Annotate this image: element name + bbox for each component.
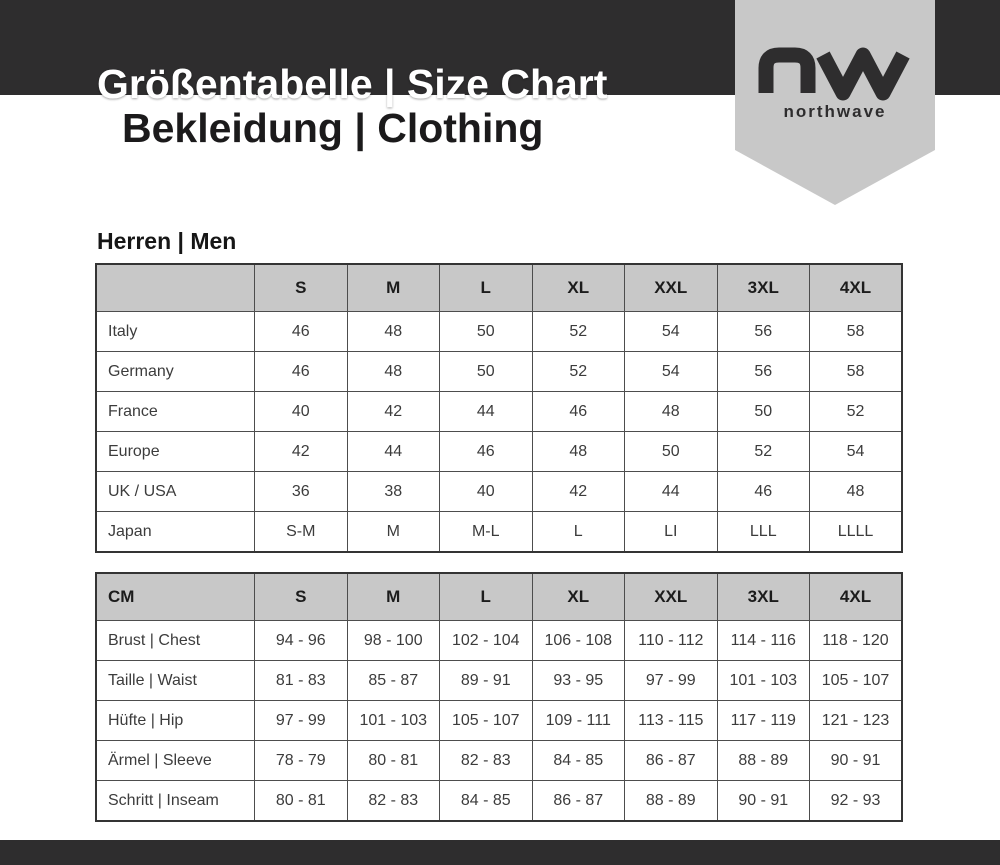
value-cell: M bbox=[347, 512, 440, 553]
value-cell: 101 - 103 bbox=[347, 701, 440, 741]
table-row bbox=[96, 781, 902, 822]
value-cell: 36 bbox=[255, 472, 348, 512]
section-heading-men: Herren | Men bbox=[97, 228, 237, 254]
value-cell: 82 - 83 bbox=[347, 781, 440, 822]
value-cell: 40 bbox=[255, 392, 348, 432]
column-header: XXL bbox=[625, 573, 718, 621]
row-label: Germany bbox=[96, 352, 255, 392]
value-cell: 101 - 103 bbox=[717, 661, 810, 701]
value-cell: 78 - 79 bbox=[255, 741, 348, 781]
value-cell: 54 bbox=[625, 352, 718, 392]
value-cell: 93 - 95 bbox=[532, 661, 625, 701]
size-conversion-table bbox=[95, 263, 903, 553]
value-cell: 86 - 87 bbox=[532, 781, 625, 822]
value-cell: 92 - 93 bbox=[810, 781, 903, 822]
row-label: Taille | Waist bbox=[96, 661, 255, 701]
row-label: Ärmel | Sleeve bbox=[96, 741, 255, 781]
value-cell: 94 - 96 bbox=[255, 621, 348, 661]
table-row bbox=[96, 312, 902, 352]
value-cell: 48 bbox=[347, 312, 440, 352]
row-label: Hüfte | Hip bbox=[96, 701, 255, 741]
table-row bbox=[96, 661, 902, 701]
value-cell: L bbox=[532, 512, 625, 553]
column-header: S bbox=[255, 573, 348, 621]
measurements-cm-table bbox=[95, 572, 903, 822]
value-cell: 118 - 120 bbox=[810, 621, 903, 661]
value-cell: 48 bbox=[532, 432, 625, 472]
table-row bbox=[96, 392, 902, 432]
value-cell: 86 - 87 bbox=[625, 741, 718, 781]
value-cell: LI bbox=[625, 512, 718, 553]
value-cell: 106 - 108 bbox=[532, 621, 625, 661]
value-cell: 46 bbox=[717, 472, 810, 512]
table-row bbox=[96, 472, 902, 512]
column-header: L bbox=[440, 264, 533, 312]
value-cell: 52 bbox=[810, 392, 903, 432]
value-cell: 46 bbox=[440, 432, 533, 472]
row-label: UK / USA bbox=[96, 472, 255, 512]
value-cell: 50 bbox=[440, 312, 533, 352]
value-cell: LLL bbox=[717, 512, 810, 553]
row-label: Japan bbox=[96, 512, 255, 553]
table-row bbox=[96, 432, 902, 472]
table-row bbox=[96, 512, 902, 553]
row-label: Brust | Chest bbox=[96, 621, 255, 661]
value-cell: 98 - 100 bbox=[347, 621, 440, 661]
table-row bbox=[96, 352, 902, 392]
value-cell: 105 - 107 bbox=[810, 661, 903, 701]
value-cell: 80 - 81 bbox=[347, 741, 440, 781]
row-label: France bbox=[96, 392, 255, 432]
table-row bbox=[96, 701, 902, 741]
row-label: Europe bbox=[96, 432, 255, 472]
value-cell: 110 - 112 bbox=[625, 621, 718, 661]
column-header: 4XL bbox=[810, 264, 903, 312]
value-cell: 89 - 91 bbox=[440, 661, 533, 701]
column-header: XXL bbox=[625, 264, 718, 312]
value-cell: 121 - 123 bbox=[810, 701, 903, 741]
value-cell: 97 - 99 bbox=[625, 661, 718, 701]
value-cell: 109 - 111 bbox=[532, 701, 625, 741]
value-cell: 90 - 91 bbox=[717, 781, 810, 822]
value-cell: 88 - 89 bbox=[625, 781, 718, 822]
value-cell: 117 - 119 bbox=[717, 701, 810, 741]
value-cell: 97 - 99 bbox=[255, 701, 348, 741]
value-cell: 56 bbox=[717, 352, 810, 392]
value-cell: S-M bbox=[255, 512, 348, 553]
value-cell: 48 bbox=[625, 392, 718, 432]
value-cell: 44 bbox=[347, 432, 440, 472]
column-header: XL bbox=[532, 264, 625, 312]
value-cell: 44 bbox=[625, 472, 718, 512]
column-header: 4XL bbox=[810, 573, 903, 621]
value-cell: 84 - 85 bbox=[532, 741, 625, 781]
value-cell: 85 - 87 bbox=[347, 661, 440, 701]
value-cell: 82 - 83 bbox=[440, 741, 533, 781]
value-cell: 52 bbox=[532, 312, 625, 352]
value-cell: 48 bbox=[810, 472, 903, 512]
row-label: Schritt | Inseam bbox=[96, 781, 255, 822]
column-header: XL bbox=[532, 573, 625, 621]
brand-wordmark: northwave bbox=[783, 102, 887, 121]
value-cell: 80 - 81 bbox=[255, 781, 348, 822]
value-cell: 52 bbox=[717, 432, 810, 472]
value-cell: 46 bbox=[255, 352, 348, 392]
column-header: L bbox=[440, 573, 533, 621]
value-cell: 42 bbox=[347, 392, 440, 432]
value-cell: 105 - 107 bbox=[440, 701, 533, 741]
column-header: M bbox=[347, 264, 440, 312]
value-cell: 50 bbox=[717, 392, 810, 432]
value-cell: 44 bbox=[440, 392, 533, 432]
column-header: S bbox=[255, 264, 348, 312]
value-cell: 81 - 83 bbox=[255, 661, 348, 701]
bottom-band bbox=[0, 840, 1000, 865]
value-cell: 46 bbox=[532, 392, 625, 432]
value-cell: 102 - 104 bbox=[440, 621, 533, 661]
table-row bbox=[96, 741, 902, 781]
value-cell: 114 - 116 bbox=[717, 621, 810, 661]
value-cell: 84 - 85 bbox=[440, 781, 533, 822]
column-header: M bbox=[347, 573, 440, 621]
row-label: Italy bbox=[96, 312, 255, 352]
value-cell: 88 - 89 bbox=[717, 741, 810, 781]
value-cell: 42 bbox=[255, 432, 348, 472]
value-cell: 54 bbox=[810, 432, 903, 472]
value-cell: 90 - 91 bbox=[810, 741, 903, 781]
value-cell: 40 bbox=[440, 472, 533, 512]
column-header: 3XL bbox=[717, 573, 810, 621]
value-cell: LLLL bbox=[810, 512, 903, 553]
value-cell: 113 - 115 bbox=[625, 701, 718, 741]
brand-pennant bbox=[735, 0, 935, 205]
value-cell: 58 bbox=[810, 312, 903, 352]
value-cell: 52 bbox=[532, 352, 625, 392]
value-cell: 46 bbox=[255, 312, 348, 352]
column-header bbox=[96, 264, 255, 312]
value-cell: M-L bbox=[440, 512, 533, 553]
table-row bbox=[96, 621, 902, 661]
column-header: CM bbox=[96, 573, 255, 621]
value-cell: 56 bbox=[717, 312, 810, 352]
page-subtitle: Bekleidung | Clothing bbox=[122, 105, 544, 151]
northwave-logo-icon bbox=[735, 0, 935, 205]
value-cell: 48 bbox=[347, 352, 440, 392]
value-cell: 50 bbox=[625, 432, 718, 472]
value-cell: 50 bbox=[440, 352, 533, 392]
page-title: Größentabelle | Size Chart bbox=[97, 61, 608, 107]
value-cell: 54 bbox=[625, 312, 718, 352]
value-cell: 38 bbox=[347, 472, 440, 512]
column-header: 3XL bbox=[717, 264, 810, 312]
value-cell: 58 bbox=[810, 352, 903, 392]
value-cell: 42 bbox=[532, 472, 625, 512]
